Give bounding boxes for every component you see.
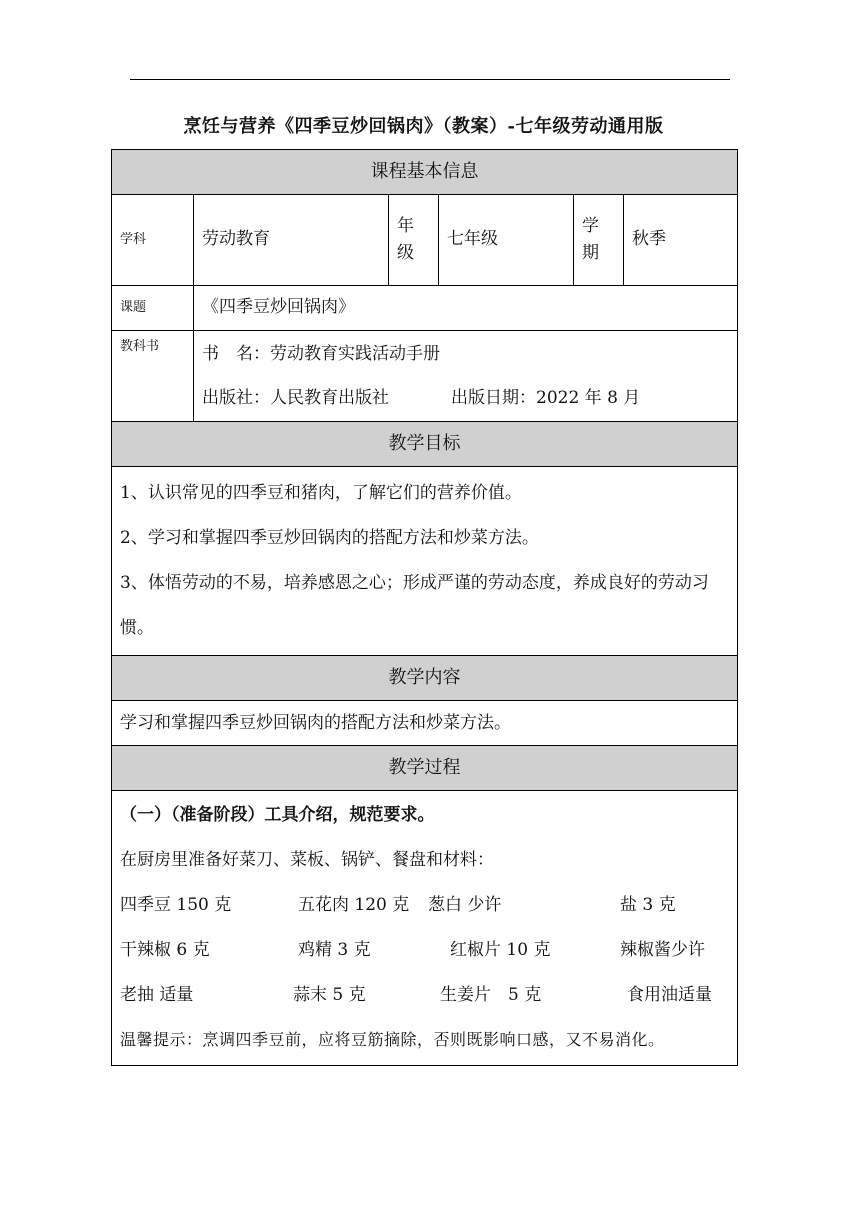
- book-name-line: [202, 332, 729, 376]
- lesson-plan-table: [111, 149, 738, 1066]
- ingredient-item: 老抽 适量: [120, 985, 194, 1006]
- process-header-row: [112, 746, 738, 791]
- objectives-header-row: [112, 422, 738, 467]
- subject-row: [112, 195, 738, 286]
- document-title: 烹饪与营养《四季豆炒回锅肉》（教案）-七年级劳动通用版: [183, 116, 664, 137]
- ingredient-item: 盐 3 克: [620, 895, 676, 916]
- objective-item: 1、认识常见的四季豆和猪肉，了解它们的营养价值。: [120, 483, 522, 503]
- process-intro: 在厨房里准备好菜刀、菜板、锅铲、餐盘和材料：: [120, 850, 494, 871]
- grade-label: 年级: [389, 195, 439, 286]
- content-text: 学习和掌握四季豆炒回锅肉的搭配方法和炒菜方法。: [112, 701, 738, 746]
- objectives-row: [112, 467, 738, 656]
- objective-item: 3、体悟劳动的不易，培养感恩之心；形成严谨的劳动态度，养成良好的劳动习惯。: [120, 573, 709, 639]
- tip-note: 温馨提示：烹调四季豆前，应将豆筋摘除，否则既影响口感，又不易消化。: [120, 1030, 665, 1050]
- textbook-label: 教科书: [112, 331, 194, 422]
- basic-info-header: 课程基本信息: [112, 150, 738, 195]
- book-name-label: 书 名：: [202, 344, 270, 364]
- ingredient-item: 食用油适量: [627, 985, 712, 1006]
- process-row: [112, 791, 738, 1066]
- ingredient-item: 五花肉 120 克: [298, 895, 410, 916]
- ingredient-row: [120, 973, 729, 1018]
- publisher: 人民教育出版社: [270, 388, 389, 408]
- subject-value: 劳动教育: [194, 195, 389, 286]
- book-name: 劳动教育实践活动手册: [270, 344, 440, 364]
- pub-date-label: 出版日期：: [451, 388, 536, 408]
- term-label: 学期: [574, 195, 624, 286]
- objectives-header: 教学目标: [112, 422, 738, 467]
- basic-info-header-row: [112, 150, 738, 195]
- grade-value: 七年级: [439, 195, 574, 286]
- objectives-body: [112, 467, 738, 656]
- ingredient-item: 红椒片 10 克: [450, 940, 551, 961]
- content-row: [112, 701, 738, 746]
- term-value: 秋季: [624, 195, 738, 286]
- ingredient-item: 四季豆 150 克: [120, 895, 232, 916]
- ingredient-row: [120, 883, 729, 928]
- process-body: [112, 791, 738, 1066]
- ingredient-item: 葱白 少许: [428, 895, 502, 916]
- subject-label: 学科: [112, 195, 194, 286]
- ingredient-item: 蒜末 5 克: [293, 985, 366, 1006]
- textbook-details: [194, 331, 738, 422]
- publisher-label: 出版社：: [202, 388, 270, 408]
- topic-label: 课题: [112, 286, 194, 331]
- pub-date: 2022 年 8 月: [536, 388, 641, 408]
- objective-item: 2、学习和掌握四季豆炒回锅肉的搭配方法和炒菜方法。: [120, 528, 539, 549]
- ingredient-item: 鸡精 3 克: [298, 940, 371, 961]
- publisher-line: [202, 376, 729, 420]
- process-header: 教学过程: [112, 746, 738, 791]
- ingredient-item: 生姜片 5 克: [440, 985, 542, 1006]
- ingredient-item: 辣椒酱少许: [620, 940, 705, 961]
- textbook-row: [112, 331, 738, 422]
- content-header: 教学内容: [112, 656, 738, 701]
- topic-row: [112, 286, 738, 331]
- ingredient-row: [120, 928, 729, 973]
- header-rule: [130, 79, 730, 80]
- stage-title: （一）（准备阶段）工具介绍，规范要求。: [120, 805, 435, 826]
- content-header-row: [112, 656, 738, 701]
- ingredient-item: 干辣椒 6 克: [120, 940, 210, 961]
- topic-value: 《四季豆炒回锅肉》: [194, 286, 738, 331]
